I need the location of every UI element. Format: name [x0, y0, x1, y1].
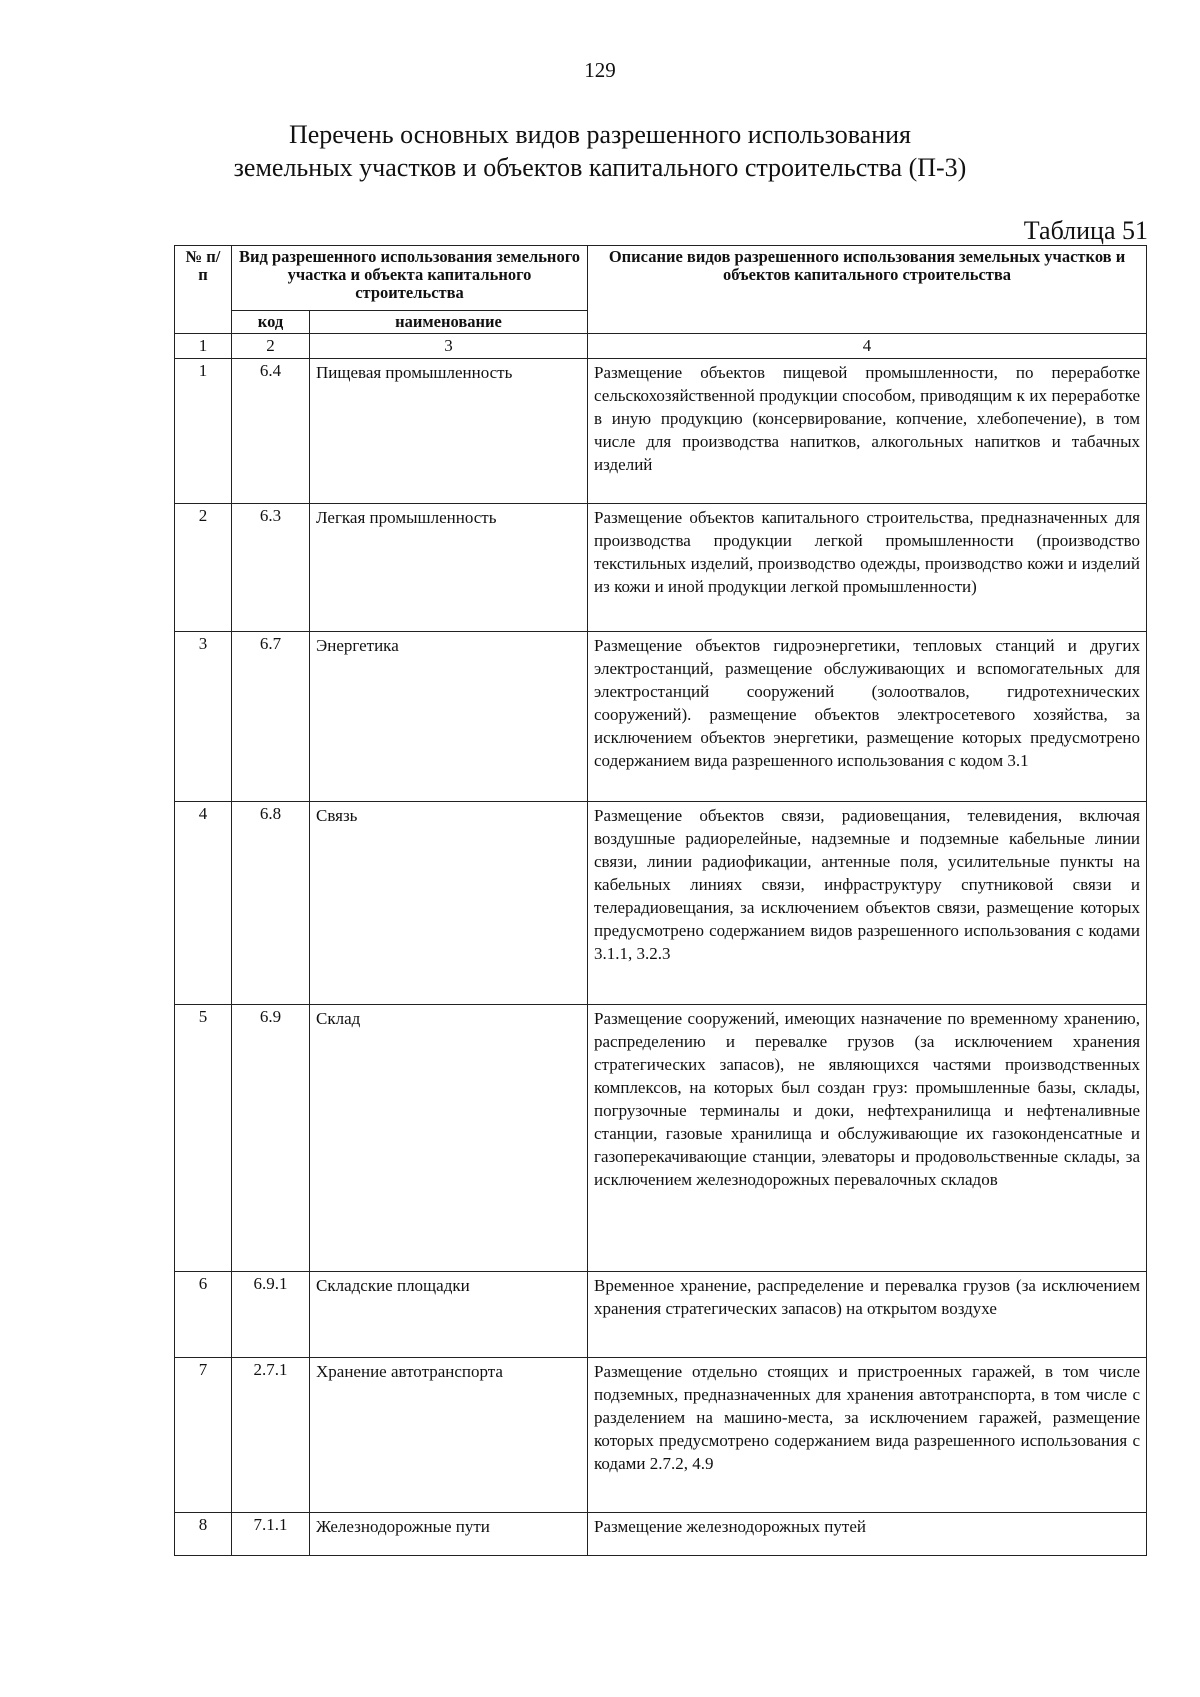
row-description: Размещение объектов связи, радиовещания, телевидения, включая воздушные радиорелейные, надземные и подземные кабельные линии связи, линии радиофикации, антенные поля, усилительные пункты на кабельных линиях связи, инфраструктуру спутниковой связи и телерадиовещания, за исключением объектов связи, размещение которых предусмотрено содержанием видов разрешенного использования с кодами 3.1.1, 3.2.3 — [588, 802, 1147, 1005]
column-number: 3 — [310, 334, 588, 359]
row-number: 2 — [175, 504, 232, 632]
table-row — [175, 504, 1147, 632]
row-number: 4 — [175, 802, 232, 1005]
table-row — [175, 802, 1147, 1005]
table-row — [175, 359, 1147, 504]
header-name: наименование — [310, 311, 588, 334]
row-number: 1 — [175, 359, 232, 504]
row-code: 6.4 — [232, 359, 310, 504]
row-description: Размещение отдельно стоящих и пристроенных гаражей, в том числе подземных, предназначенных для хранения автотранспорта, в том числе с разделением на машино-места, за исключением гаражей, размещение которых предусмотрено содержанием вида разрешенного использования с кодами 2.7.2, 4.9 — [588, 1358, 1147, 1513]
row-code: 6.8 — [232, 802, 310, 1005]
row-name: Легкая промышленность — [310, 504, 588, 632]
page-number: 129 — [584, 58, 616, 82]
row-name: Железнодорожные пути — [310, 1513, 588, 1556]
row-code: 2.7.1 — [232, 1358, 310, 1513]
row-number: 7 — [175, 1358, 232, 1513]
row-description: Размещение объектов гидроэнергетики, тепловых станций и других электростанций, размещение обслуживающих и вспомогательных для электростанций сооружений (золоотвалов, гидротехнических сооружений). размещение объектов электросетевого хозяйства, за исключением объектов энергетики, размещение которых предусмотрено содержанием вида разрешенного использования с кодом 3.1 — [588, 632, 1147, 802]
table-row — [175, 632, 1147, 802]
row-number: 3 — [175, 632, 232, 802]
row-code: 6.7 — [232, 632, 310, 802]
row-description: Временное хранение, распределение и перевалка грузов (за исключением хранения стратегических запасов) на открытом воздухе — [588, 1272, 1147, 1358]
row-number: 8 — [175, 1513, 232, 1556]
row-number: 6 — [175, 1272, 232, 1358]
row-description: Размещение объектов капитального строительства, предназначенных для производства продукции легкой промышленности (производство текстильных изделий, производство одежды, производство кожи и изделий из кожи и иной продукции легкой промышленности) — [588, 504, 1147, 632]
table-label: Таблица 51 — [1023, 216, 1148, 245]
header-code: код — [232, 311, 310, 334]
table-row — [175, 1005, 1147, 1272]
row-name: Связь — [310, 802, 588, 1005]
row-code: 7.1.1 — [232, 1513, 310, 1556]
column-number: 4 — [588, 334, 1147, 359]
header-description: Описание видов разрешенного использования земельных участков и объектов капитального строительства — [588, 246, 1147, 334]
row-name: Хранение автотранспорта — [310, 1358, 588, 1513]
row-description: Размещение сооружений, имеющих назначение по временному хранению, распределению и перевалке грузов (за исключением хранения стратегических запасов), не являющихся частями производственных комплексов, на которых был создан груз: промышленные базы, склады, погрузочные терминалы и доки, нефтехранилища и нефтеналивные станции, газовые хранилища и обслуживающие их газоконденсатные и газоперекачивающие станции, элеваторы и продовольственные склады, за исключением железнодорожных перевалочных складов — [588, 1005, 1147, 1272]
row-code: 6.9 — [232, 1005, 310, 1272]
row-number: 5 — [175, 1005, 232, 1272]
title-line-2: земельных участков и объектов капитального строительства (П-3) — [233, 153, 967, 182]
land-use-table — [174, 245, 1147, 1556]
row-description: Размещение железнодорожных путей — [588, 1513, 1147, 1556]
row-description: Размещение объектов пищевой промышленности, по переработке сельскохозяйственной продукции способом, приводящим к их переработке в иную продукцию (консервирование, копчение, хлебопечение), в том числе для производства напитков, алкогольных напитков и табачных изделий — [588, 359, 1147, 504]
header-num: № п/п — [175, 246, 232, 334]
row-name: Энергетика — [310, 632, 588, 802]
document-title — [0, 118, 1200, 184]
table-row — [175, 1272, 1147, 1358]
column-number: 1 — [175, 334, 232, 359]
row-name: Склад — [310, 1005, 588, 1272]
column-number: 2 — [232, 334, 310, 359]
header-vid: Вид разрешенного использования земельного участка и объекта капитального строительства — [232, 246, 588, 311]
row-code: 6.3 — [232, 504, 310, 632]
row-name: Пищевая промышленность — [310, 359, 588, 504]
title-line-1: Перечень основных видов разрешенного использования — [288, 120, 912, 149]
row-code: 6.9.1 — [232, 1272, 310, 1358]
table-row — [175, 1358, 1147, 1513]
table-row — [175, 1513, 1147, 1556]
row-name: Складские площадки — [310, 1272, 588, 1358]
